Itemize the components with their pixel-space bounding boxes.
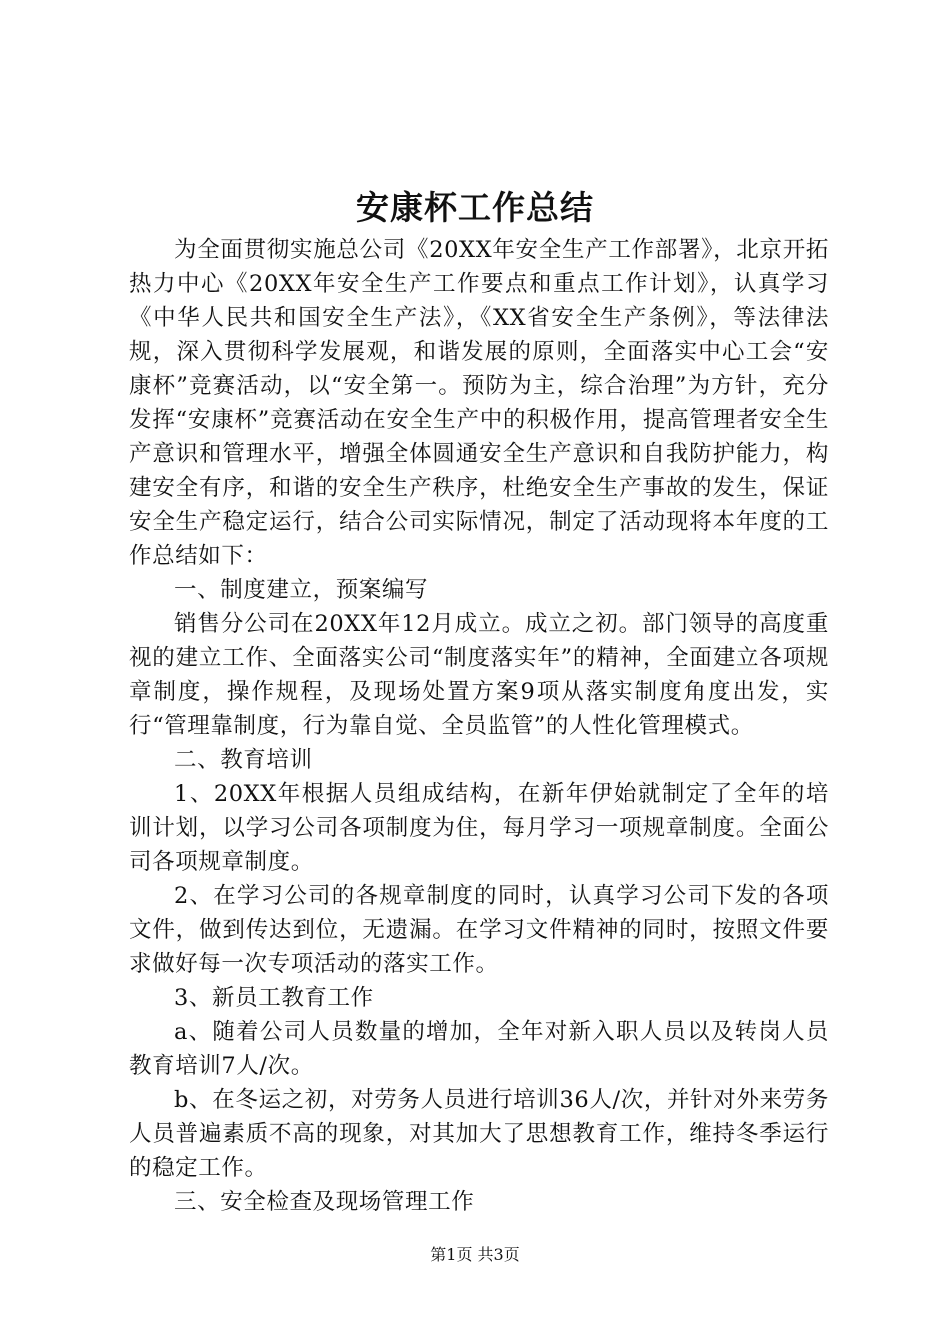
section-heading-training: 二、教育培训 [174,747,313,773]
page-number-footer: 第1页 共3页 [430,1245,520,1264]
training-item-3-heading: 3、新员工教育工作 [174,985,374,1011]
training-item-1: 1、20XX年根据人员组成结构，在新年伊始就制定了全年的培训计划，以学习公司各项制度为住，每月学习一项规章制度。全面公司各项规章制度。 [129,781,829,875]
system-paragraph: 销售分公司在20XX年12月成立。成立之初。部门领导的高度重视的建立工作、全面落实公司“制度落实年”的精神，全面建立各项规章制度，操作规程，及现场处置方案9项从落实制度角度出发，实行“管理靠制度，行为靠自觉、全员监管”的人性化管理模式。 [129,611,829,739]
training-item-3b: b、在冬运之初，对劳务人员进行培训36人/次，并针对外来劳务人员普遍素质不高的现象，对其加大了思想教育工作，维持冬季运行的稳定工作。 [129,1087,829,1181]
intro-paragraph: 为全面贯彻实施总公司《20XX年安全生产工作部署》，北京开拓热力中心《20XX年安全生产工作要点和重点工作计划》，认真学习《中华人民共和国安全生产法》，《XX省安全生产条例》，等法律法规，深入贯彻科学发展观，和谐发展的原则，全面落实中心工会“安康杯”竞赛活动，以“安全第一。预防为主，综合治理”为方针，充分发挥“安康杯”竞赛活动在安全生产中的积极作用，提高管理者安全生产意识和管理水平，增强全体圆通安全生产意识和自我防护能力，构建安全有序，和谐的安全生产秩序，杜绝安全生产事故的发生，保证安全生产稳定运行，结合公司实际情况，制定了活动现将本年度的工作总结如下： [129,237,829,569]
training-item-3a: a、随着公司人员数量的增加，全年对新入职人员以及转岗人员教育培训7人/次。 [129,1019,829,1079]
document-title: 安康杯工作总结 [356,188,594,227]
section-heading-inspection: 三、安全检查及现场管理工作 [174,1189,475,1215]
document-body [129,233,829,1219]
training-item-2: 2、在学习公司的各规章制度的同时，认真学习公司下发的各项文件，做到传达到位，无遗漏。在学习文件精神的同时，按照文件要求做好每一次专项活动的落实工作。 [129,883,829,977]
section-heading-system: 一、制度建立，预案编写 [174,577,429,603]
